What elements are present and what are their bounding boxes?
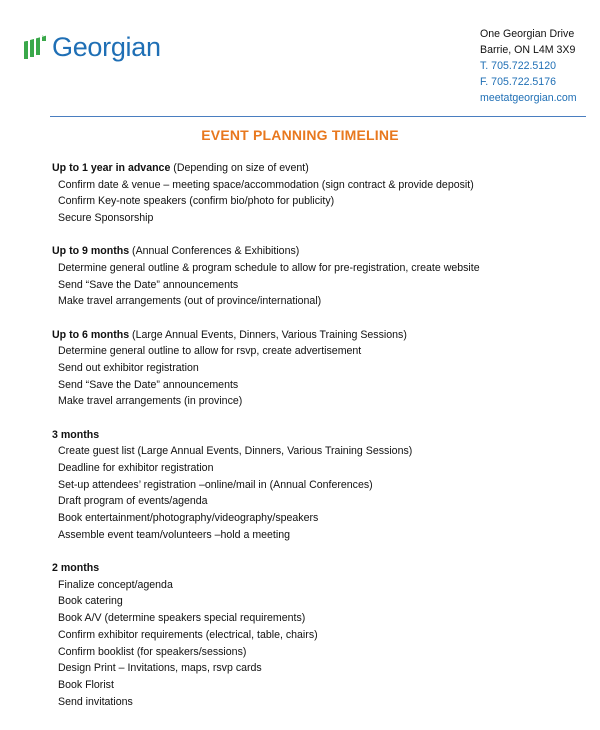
section-heading-label: Up to 9 months [52,245,130,258]
section-heading [52,327,592,344]
logo-text: Georgian [52,32,161,62]
timeline-item: Determine general outline to allow for rsvp, create advertisement [58,345,362,358]
timeline-item: Confirm date & venue – meeting space/accommodation (sign contract & provide deposit) [58,178,474,191]
timeline-item: Send “Save the Date” announcements [58,278,239,291]
timeline-item: Finalize concept/agenda [58,578,173,591]
phone-number: T. 705.722.5120 [480,60,556,72]
timeline-section [52,243,592,310]
email-link[interactable]: meetatgeorgian.com [480,92,577,104]
timeline-item: Send “Save the Date” announcements [58,378,239,391]
timeline-item: Book A/V (determine speakers special requirements) [58,612,306,625]
timeline-section [52,560,592,710]
section-heading-note: (Depending on size of event) [170,162,309,174]
timeline-item: Assemble event team/volunteers –hold a meeting [58,528,291,541]
section-heading [52,160,592,177]
address-line2: Barrie, ON L4M 3X9 [480,44,576,56]
timeline-section [52,160,592,227]
fax-number: F. 705.722.5176 [480,76,556,88]
timeline-item: Make travel arrangements (in province) [58,395,243,408]
timeline-item: Book catering [58,595,123,608]
section-heading-label: Up to 6 months [52,328,130,341]
page-title: EVENT PLANNING TIMELINE [201,127,399,143]
timeline-item: Book Florist [58,678,114,691]
timeline-item: Confirm Key-note speakers (confirm bio/photo for publicity) [58,195,335,208]
section-heading-note: (Large Annual Events, Dinners, Various Training Sessions) [129,328,407,341]
section-heading [52,243,592,260]
timeline-item: Confirm booklist (for speakers/sessions) [58,645,247,658]
section-heading [52,560,592,577]
section-heading-label: Up to 1 year in advance [52,162,171,174]
section-heading-label: 2 months [52,562,100,575]
timeline-item: Determine general outline & program schedule to allow for pre-registration, create website [58,262,480,275]
timeline-item: Create guest list (Large Annual Events, Dinners, Various Training Sessions) [58,445,413,458]
timeline-item: Send invitations [58,695,133,708]
timeline-item: Design Print – Invitations, maps, rsvp cards [58,662,262,675]
georgian-logo-icon [22,35,48,61]
section-heading-label: 3 months [52,428,100,441]
timeline-item: Draft program of events/agenda [58,495,208,508]
timeline-content [52,160,592,727]
header-divider [50,116,586,117]
timeline-item: Deadline for exhibitor registration [58,462,214,475]
timeline-section [52,427,592,544]
timeline-item: Secure Sponsorship [58,212,154,225]
address-line1: One Georgian Drive [480,28,575,40]
timeline-item: Book entertainment/photography/videography/speakers [58,512,319,525]
timeline-item: Set-up attendees’ registration –online/mail in (Annual Conferences) [58,478,373,491]
timeline-item: Send out exhibitor registration [58,362,199,375]
section-heading-note: (Annual Conferences & Exhibitions) [129,245,300,258]
timeline-section [52,327,592,411]
timeline-item: Confirm exhibitor requirements (electrical, table, chairs) [58,628,318,641]
section-heading [52,427,592,444]
georgian-logo [22,34,161,61]
address-block [480,26,577,106]
timeline-item: Make travel arrangements (out of province/international) [58,295,322,308]
